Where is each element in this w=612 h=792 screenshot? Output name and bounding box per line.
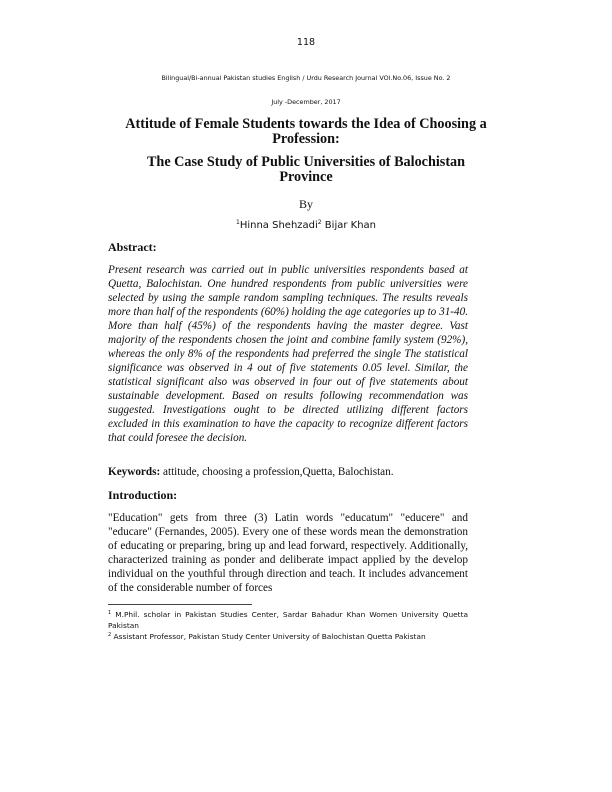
footnote-2-text: Assistant Professor, Pakistan Study Center University of Balochistan Quetta Pakistan [111, 632, 426, 641]
footnotes [108, 609, 468, 642]
article-subtitle: The Case Study of Public Universities of Balochistan Province [146, 154, 466, 185]
journal-header: Bilingual/Bi-annual Pakistan studies English / Urdu Research Journal VOl.No.06, Issue No. 2 [161, 74, 451, 82]
footnote-1 [108, 609, 468, 631]
author2-footnote-mark: 2 [317, 219, 322, 226]
author1-name: Hinna Shehzadi [239, 220, 318, 231]
introduction-heading: Introduction: [108, 488, 178, 502]
abstract-text: Present research was carried out in public universities respondents based at Quetta, Balochistan. One hundred respondents from public universities were selected by using the sample random sampling techniques. The results reveals more than half of the respondents (60%) holding the age categories up to 31-40. More than half (45%) of the respondents having the master degree. Vast majority of the respondents chosen the joint and combine family system (92%), whereas the only 8% of the respondents had preferred the single The statistical significance was observed in 4 out of five statements 0.05 level. Similar, the statistical significant also was observed in four out of five statements about sustainable development. Based on results following recommendation was suggested. Investigations ought to be directed utilizing different factors excluded in this examination to have the capacity to recognize different factors that could foresee the decision. [108, 264, 468, 444]
author2-name: Bijar Khan [321, 220, 376, 231]
article-title: Attitude of Female Students towards the Idea of Choosing a Profession: [125, 116, 487, 147]
keywords-text: attitude, choosing a profession,Quetta, Balochistan. [160, 466, 394, 478]
author1-footnote-mark: 1 [236, 219, 240, 226]
keywords-label: Keywords: [108, 466, 161, 478]
by-line: By [298, 197, 313, 211]
authors [0, 220, 612, 231]
page-number: 118 [296, 37, 316, 48]
introduction-text: "Education" gets from three (3) Latin words "educatum" "educere" and "educare" (Fernandes, 2005). Every one of these words mean the demonstration of educating or preparing, bring up and lead forward, respectively. Additionally, characterized training as ponder and deliberate impact applied by the develop individual on the youthful through direction and teach. It includes advancement of the considerable number of forces [108, 512, 468, 594]
footnote-2 [108, 631, 468, 642]
footnote-separator [108, 604, 252, 605]
keywords [108, 466, 468, 478]
footnote-1-mark: 1 [108, 610, 112, 616]
footnote-1-text: M.Phil. scholar in Pakistan Studies Center, Sardar Bahadur Khan Women University Quetta Pakistan [108, 610, 468, 630]
issue-date: July -December, 2017 [271, 98, 341, 106]
footnote-2-mark: 2 [108, 632, 112, 638]
abstract-heading: Abstract: [108, 240, 157, 254]
